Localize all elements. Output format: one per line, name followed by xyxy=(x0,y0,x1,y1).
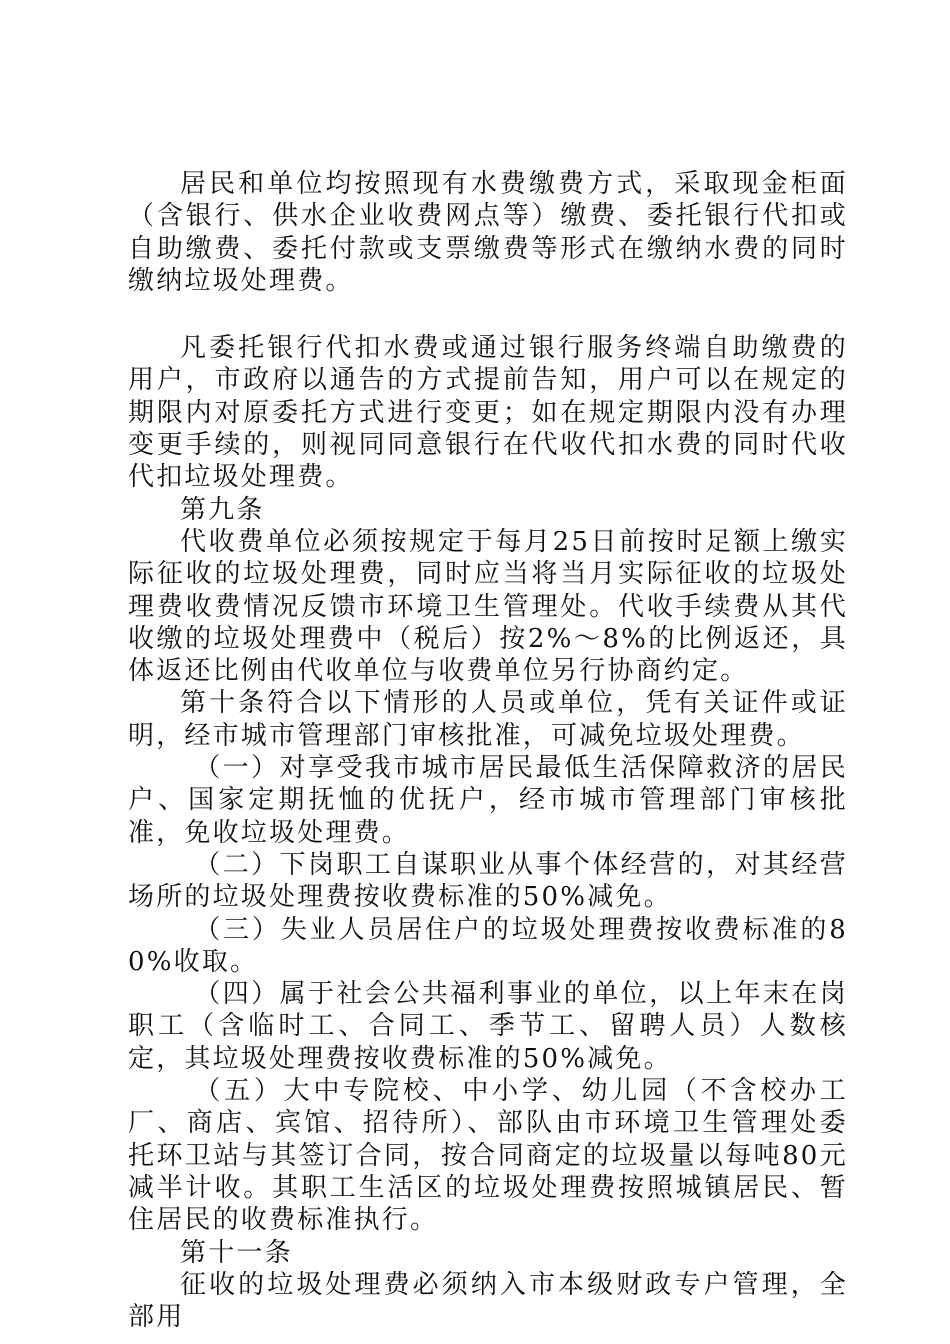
article-11-heading: 第十一条 xyxy=(180,1237,293,1268)
paragraph-item-5: （五）大中专院校、中小学、幼儿园（不含校办工厂、商店、宾馆、招待所）、部队由市环境卫生管理处委托环卫站与其签订合同，按合同商定的垃圾量以每吨80元减半计收。其职工生活区的垃圾处理费按照城镇居民、暂住居民的收费标准执行。 xyxy=(128,1076,848,1236)
paragraph-item-4: （四）属于社会公共福利事业的单位，以上年末在岗职工（含临时工、合同工、季节工、留聘人员）人数核定，其垃圾处理费按收费标准的50%减免。 xyxy=(128,979,848,1074)
article-9-heading: 第九条 xyxy=(180,494,265,525)
paragraph-bank-withholding: 凡委托银行代扣水费或通过银行服务终端自助缴费的用户，市政府以通告的方式提前告知，用户可以在规定的期限内对原委托方式进行变更；如在规定期限内没有办理变更手续的，则视同同意银行在代收代扣水费的同时代收代扣垃圾处理费。 xyxy=(128,333,848,493)
paragraph-item-2: （二）下岗职工自谋职业从事个体经营的，对其经营场所的垃圾处理费按收费标准的50%减免。 xyxy=(128,849,848,913)
paragraph-item-1: （一）对享受我市城市居民最低生活保障救济的居民户、国家定期抚恤的优抚户，经市城市管理部门审核批准，免收垃圾处理费。 xyxy=(128,753,848,848)
paragraph-article-10: 第十条符合以下情形的人员或单位，凭有关证件或证明，经市城市管理部门审核批准，可减免垃圾处理费。 xyxy=(128,688,848,751)
paragraph-article-9: 代收费单位必须按规定于每月25日前按时足额上缴实际征收的垃圾处理费，同时应当将当月实际征收的垃圾处理费收费情况反馈市环境卫生管理处。代收手续费从其代收缴的垃圾处理费中（税后）按2%～8%的比例返还，具体返还比例由代收单位与收费单位另行协商约定。 xyxy=(128,526,848,687)
paragraph-gap xyxy=(128,297,848,332)
document-body xyxy=(128,168,848,1333)
paragraph-article-11: 征收的垃圾处理费必须纳入市本级财政专户管理，全部用 xyxy=(128,1269,848,1333)
paragraph-item-3: （三）失业人员居住户的垃圾处理费按收费标准的80%收取。 xyxy=(128,914,848,977)
paragraph-payment-methods: 居民和单位均按照现有水费缴费方式，采取现金柜面（含银行、供水企业收费网点等）缴费、委托银行代扣或自助缴费、委托付款或支票缴费等形式在缴纳水费的同时缴纳垃圾处理费。 xyxy=(128,169,848,296)
